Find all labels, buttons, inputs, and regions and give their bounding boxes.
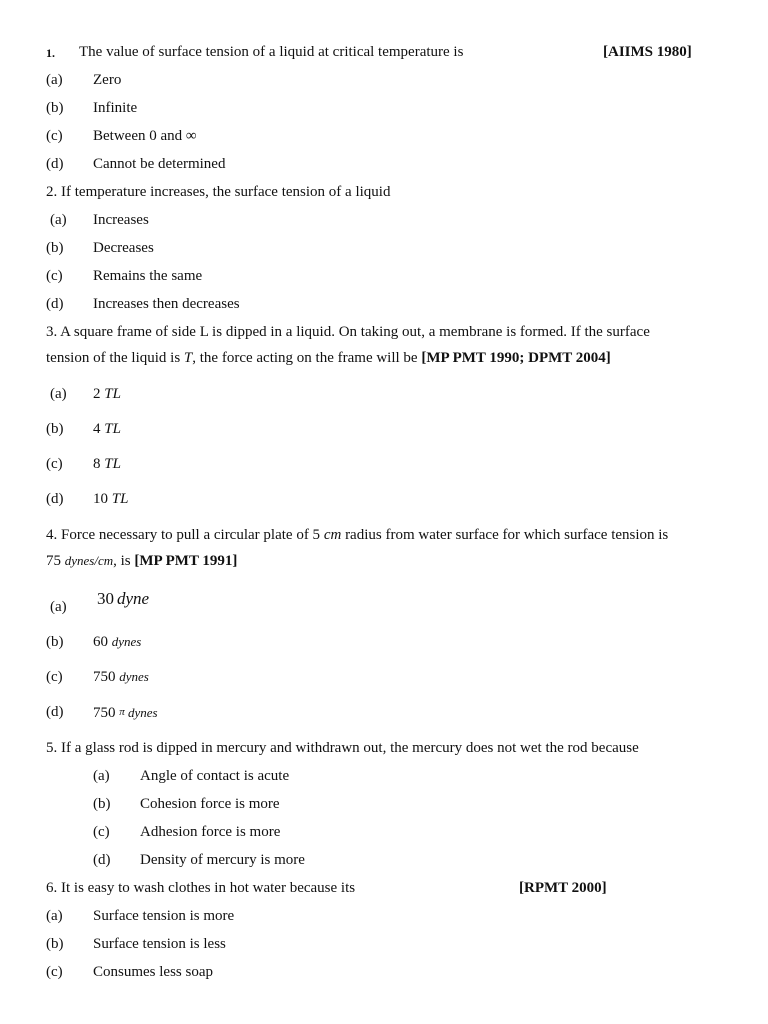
option-text: Decreases	[93, 240, 154, 256]
question-stem: 6. It is easy to wash clothes in hot water because its	[46, 880, 356, 896]
option-label: (a)	[50, 212, 67, 228]
option-text: Cannot be determined	[93, 156, 226, 172]
question-source: [MP PMT 1990; DPMT 2004]	[421, 350, 611, 366]
question-stem: The value of surface tension of a liquid at critical temperature is	[79, 44, 464, 60]
option-text: Consumes less soap	[93, 964, 213, 980]
option-label: (a)	[93, 768, 110, 784]
option-text: 750 dynes	[93, 669, 149, 685]
option-label: (b)	[93, 796, 111, 812]
option-label: (a)	[46, 908, 63, 924]
question-stem: 2. If temperature increases, the surface tension of a liquid	[46, 184, 391, 200]
option-label: (d)	[93, 852, 111, 868]
option-text: Increases then decreases	[93, 296, 240, 312]
option-label: (c)	[46, 128, 63, 144]
option-label: (b)	[46, 936, 64, 952]
option-text: Angle of contact is acute	[140, 768, 290, 784]
option-label: (b)	[46, 240, 64, 256]
question-source: [AIIMS 1980]	[603, 44, 692, 60]
option-text: 10 TL	[93, 491, 129, 507]
option-label: (a)	[46, 72, 63, 88]
question-stem: 5. If a glass rod is dipped in mercury and withdrawn out, the mercury does not wet the rod because	[46, 740, 639, 756]
option-text: Infinite	[93, 100, 138, 116]
option-label: (d)	[46, 704, 64, 720]
option-label: (a)	[50, 599, 67, 615]
option-label: (a)	[50, 386, 67, 402]
option-label: (b)	[46, 634, 64, 650]
option-text: 4 TL	[93, 421, 121, 437]
question-stem-continued: tension of the liquid is T, the force acting on the frame will be [MP PMT 1990; DPMT 2004]	[46, 350, 611, 366]
option-label: (c)	[46, 456, 63, 472]
question-number: 1.	[46, 46, 55, 60]
question-source: [MP PMT 1991]	[134, 553, 238, 569]
option-text: 750 π dynes	[93, 705, 158, 721]
question-stem-continued: 75 dynes/cm, is [MP PMT 1991]	[46, 553, 238, 569]
option-text: Density of mercury is more	[140, 852, 305, 868]
option-label: (c)	[46, 669, 63, 685]
option-label: (c)	[46, 964, 63, 980]
option-label: (c)	[93, 824, 110, 840]
option-text: Surface tension is more	[93, 908, 235, 924]
option-text: Cohesion force is more	[140, 796, 280, 812]
option-text: 8 TL	[93, 456, 121, 472]
option-text: Between 0 and ∞	[93, 128, 197, 144]
option-text: 30 dyne	[97, 589, 150, 608]
option-text: Remains the same	[93, 268, 203, 284]
option-label: (c)	[46, 268, 63, 284]
option-label: (b)	[46, 421, 64, 437]
option-text: Zero	[93, 72, 122, 88]
option-text: 60 dynes	[93, 634, 142, 650]
option-text: Adhesion force is more	[140, 824, 281, 840]
option-label: (d)	[46, 491, 64, 507]
question-stem: 3. A square frame of side L is dipped in a liquid. On taking out, a membrane is formed. If the surface	[46, 324, 650, 340]
option-label: (b)	[46, 100, 64, 116]
option-text: Increases	[93, 212, 149, 228]
question-stem: 4. Force necessary to pull a circular plate of 5 cm radius from water surface for which surface tension is	[46, 527, 669, 543]
option-label: (d)	[46, 156, 64, 172]
option-text: Surface tension is less	[93, 936, 226, 952]
option-label: (d)	[46, 296, 64, 312]
option-text: 2 TL	[93, 386, 121, 402]
question-source: [RPMT 2000]	[519, 880, 607, 896]
